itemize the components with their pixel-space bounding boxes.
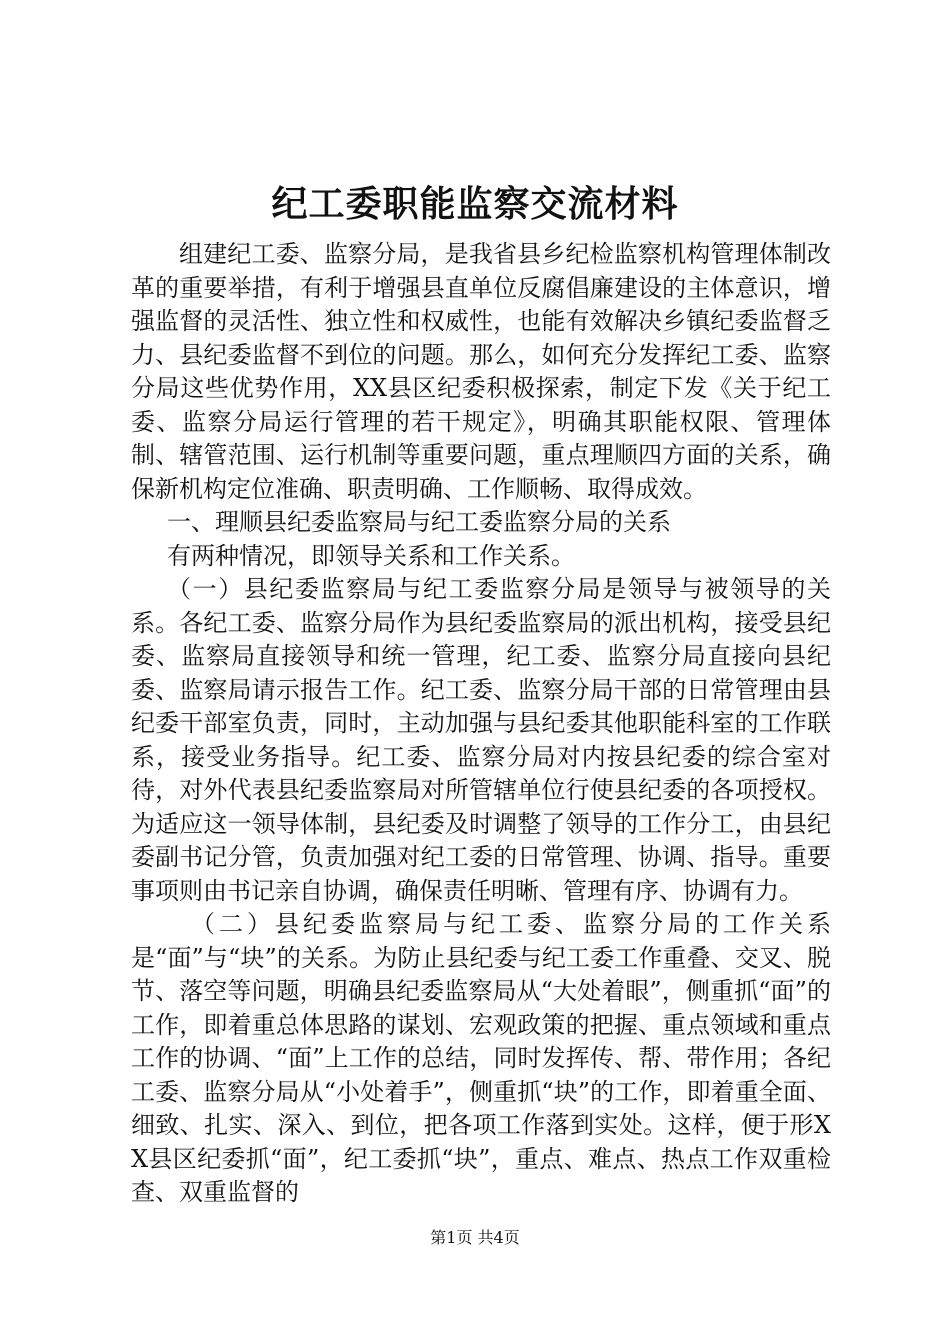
page-footer: 第1页 共4页 — [430, 1228, 520, 1247]
document-title: 纪工委职能监察交流材料 — [271, 183, 679, 225]
section-heading-1: 一、理顺县纪委监察局与纪工委监察分局的关系 — [167, 508, 671, 536]
paragraph-work-relation: （二）县纪委监察局与纪工委、监察分局的工作关系是“面”与“块”的关系。为防止县纪委与纪工委工作重叠、交叉、脱节、落空等问题，明确县纪委监察局从“大处着眼”，侧重抓“面”的工作，即着重总体思路的谋划、宏观政策的把握、重点领域和重点工作的协调、“面”上工作的总结，同时发挥传、帮、带作用；各纪工委、监察分局从“小处着手”，侧重抓“块”的工作，即着重全面、细致、扎实、深入、到位，把各项工作落到实处。这样，便于形XX县区纪委抓“面”，纪工委抓“块”，重点、难点、热点工作双重检查、双重监督的 — [131, 910, 831, 1206]
paragraph-leadership: （一）县纪委监察局与纪工委监察分局是领导与被领导的关系。各纪工委、监察分局作为县纪委监察局的派出机构，接受县纪委、监察局直接领导和统一管理，纪工委、监察分局直接向县纪委、监察局请示报告工作。纪工委、监察分局干部的日常管理由县纪委干部室负责，同时，主动加强与县纪委其他职能科室的工作联系，接受业务指导。纪工委、监察分局对内按县纪委的综合室对待，对外代表县纪委监察局对所管辖单位行使县纪委的各项授权。为适应这一领导体制，县纪委及时调整了领导的工作分工，由县纪委副书记分管，负责加强对纪工委的日常管理、协调、指导。重要事项则由书记亲自协调，确保责任明晰、管理有序、协调有力。 — [131, 575, 831, 905]
paragraph-relations: 有两种情况，即领导关系和工作关系。 — [167, 541, 575, 570]
document-body — [131, 238, 831, 1210]
paragraph-intro: 组建纪工委、监察分局，是我省县乡纪检监察机构管理体制改革的重要举措，有利于增强县直单位反腐倡廉建设的主体意识，增强监督的灵活性、独立性和权威性，也能有效解决乡镇纪委监督乏力、县纪委监督不到位的问题。那么，如何充分发挥纪工委、监察分局这些优势作用，XX县区纪委积极探索，制定下发《关于纪工委、监察分局运行管理的若干规定》，明确其职能权限、管理体制、辖管范围、运行机制等重要问题，重点理顺四方面的关系，确保新机构定位准确、职责明确、工作顺畅、取得成效。 — [131, 240, 831, 503]
